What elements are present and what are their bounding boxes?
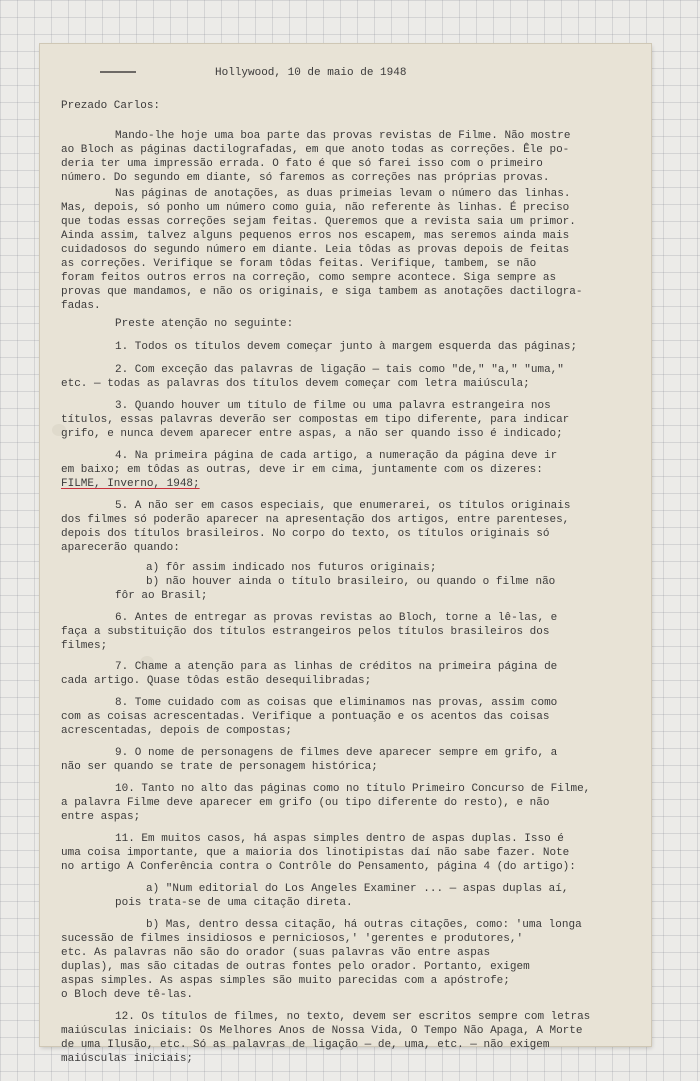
text-line: 5. A não ser em casos especiais, que enumerarei, os títulos originais — [115, 500, 571, 512]
text-line: a) "Num editorial do Los Angeles Examiner ... — aspas duplas aí, — [146, 883, 569, 895]
text-line: Nas páginas de anotações, as duas primeias levam o número das linhas. — [115, 188, 571, 200]
text-line: etc. As palavras não são do orador (suas palavras vão entre aspas — [61, 947, 491, 959]
salutation: Prezado Carlos: — [61, 100, 161, 112]
text-line: fadas. — [61, 300, 101, 312]
text-line: a) fôr assim indicado nos futuros originais; — [146, 562, 437, 574]
text-line: 11. Em muitos casos, há aspas simples dentro de aspas duplas. Isso é — [115, 833, 564, 845]
text-line: 10. Tanto no alto das páginas como no título Primeiro Concurso de Filme, — [115, 783, 591, 795]
text-line: a palavra Filme deve aparecer em grifo (ou tipo diferente do resto), e não — [61, 797, 550, 809]
text-line: maiúsculas iniciais; — [61, 1053, 194, 1065]
letter-heading: Hollywood, 10 de maio de 1948 — [215, 67, 407, 79]
text-line: foram feitos outros erros na correção, como sempre acontece. Siga sempre as — [61, 272, 557, 284]
text-line: não ser quando se trate de personagem histórica; — [61, 761, 378, 773]
text-line: o Bloch deve tê-las. — [61, 989, 194, 1001]
text-line: de uma Ilusão, etc. Só as palavras de ligação — de, uma, etc. — não exigem — [61, 1039, 550, 1051]
text-line: 4. Na primeira página de cada artigo, a numeração da página deve ir — [115, 450, 558, 462]
text-line: 1. Todos os títulos devem começar junto à margem esquerda das páginas; — [115, 341, 578, 353]
text-line: duplas), mas são citadas de outras fontes pelo orador. Portanto, exigem — [61, 961, 530, 973]
text-line: FILME, Inverno, 1948; — [61, 478, 200, 490]
text-line: no artigo A Conferência contra o Contrôle do Pensamento, página 4 (do artigo): — [61, 861, 576, 873]
text-line: 8. Tome cuidado com as coisas que eliminamos nas provas, assim como — [115, 697, 558, 709]
text-line: b) não houver ainda o título brasileiro, ou quando o filme não — [146, 576, 556, 588]
text-line: Preste atenção no seguinte: — [115, 318, 294, 330]
text-line: em baixo; em tôdas as outras, deve ir em cima, juntamente com os dizeres: — [61, 464, 543, 476]
text-line: filmes; — [61, 640, 108, 652]
text-line: Mando-lhe hoje uma boa parte das provas revistas de Filme. Não mostre — [115, 130, 571, 142]
text-line: entre aspas; — [61, 811, 141, 823]
text-line: 3. Quando houver um título de filme ou uma palavra estrangeira nos — [115, 400, 551, 412]
typewritten-letter-page — [40, 44, 651, 1065]
text-line: provas que mandamos, e não os originais, e siga tambem as anotações dactilogra- — [61, 286, 583, 298]
text-line: sucessão de filmes insidiosos e perniciosos,' 'gerentes e produtores,' — [61, 933, 524, 945]
text-line: faça a substituição dos títulos estrangeiros pelos títulos brasileiros dos — [61, 626, 550, 638]
text-line: b) Mas, dentro dessa citação, há outras citações, como: 'uma longa — [146, 919, 582, 931]
text-line: fôr ao Brasil; — [115, 590, 208, 602]
text-line: que todas essas correções sejam feitas. Queremos que a revista saia um primor. — [61, 216, 576, 228]
text-line: 7. Chame a atenção para as linhas de créditos na primeira página de — [115, 661, 558, 673]
text-line: dos filmes só poderão aparecer na apresentação dos artigos, entre parenteses, — [61, 514, 570, 526]
text-line: etc. — todas as palavras dos títulos devem começar com letra maiúscula; — [61, 378, 530, 390]
text-line: Mas, depois, só ponho um número como guia, não referente às linhas. É preciso — [61, 202, 570, 214]
text-line: 2. Com exceção das palavras de ligação — tais como "de," "a," "uma," — [115, 364, 564, 376]
text-line: 9. O nome de personagens de filmes deve aparecer sempre em grifo, a — [115, 747, 558, 759]
text-line: com as coisas acrescentadas. Verifique a pontuação e os acentos das coisas — [61, 711, 550, 723]
text-line: número. Do segundo em diante, só faremos as correções nas próprias provas. — [61, 172, 550, 184]
text-line: maiúsculas iniciais: Os Melhores Anos de Nossa Vida, O Tempo Não Apaga, A Morte — [61, 1025, 583, 1037]
text-line: deria ter uma impressão errada. O fato é que só farei isso com o primeiro — [61, 158, 543, 170]
text-line: 6. Antes de entregar as provas revistas ao Bloch, torne a lê-las, e — [115, 612, 558, 624]
text-line: as correções. Verifique se foram tôdas feitas. Verifique, tambem, se não — [61, 258, 537, 270]
text-line: depois dos títulos brasileiros. No corpo do texto, os títulos originais só — [61, 528, 550, 540]
text-line: 12. Os títulos de filmes, no texto, devem ser escritos sempre com letras — [115, 1011, 591, 1023]
text-line: grifo, e nunca devem aparecer entre aspas, a não ser quando isso é indicado; — [61, 428, 563, 440]
text-line: pois trata-se de uma citação direta. — [115, 897, 353, 909]
text-line: aparecerão quando: — [61, 542, 180, 554]
text-line: Ainda assim, talvez alguns pequenos erros nos escapem, mas seremos ainda mais — [61, 230, 570, 242]
text-line: títulos, essas palavras deverão ser compostas em tipo diferente, para indicar — [61, 414, 570, 426]
text-line: cuidadosos do segundo número em diante. Leia tôdas as provas depois de feitas — [61, 244, 570, 256]
text-line: cada artigo. Quase tôdas estão desequilibradas; — [61, 675, 372, 687]
typed-dash-mark — [100, 71, 136, 73]
text-line: uma coisa importante, que a maioria dos linotipistas daí não sabe fazer. Note — [61, 847, 570, 859]
text-line: acrescentadas, depois de compostas; — [61, 725, 293, 737]
text-line: aspas simples. As aspas simples são muito parecidas com a apóstrofe; — [61, 975, 510, 987]
text-line: ao Bloch as páginas dactilografadas, em que anoto todas as correções. Êle po- — [61, 144, 570, 156]
